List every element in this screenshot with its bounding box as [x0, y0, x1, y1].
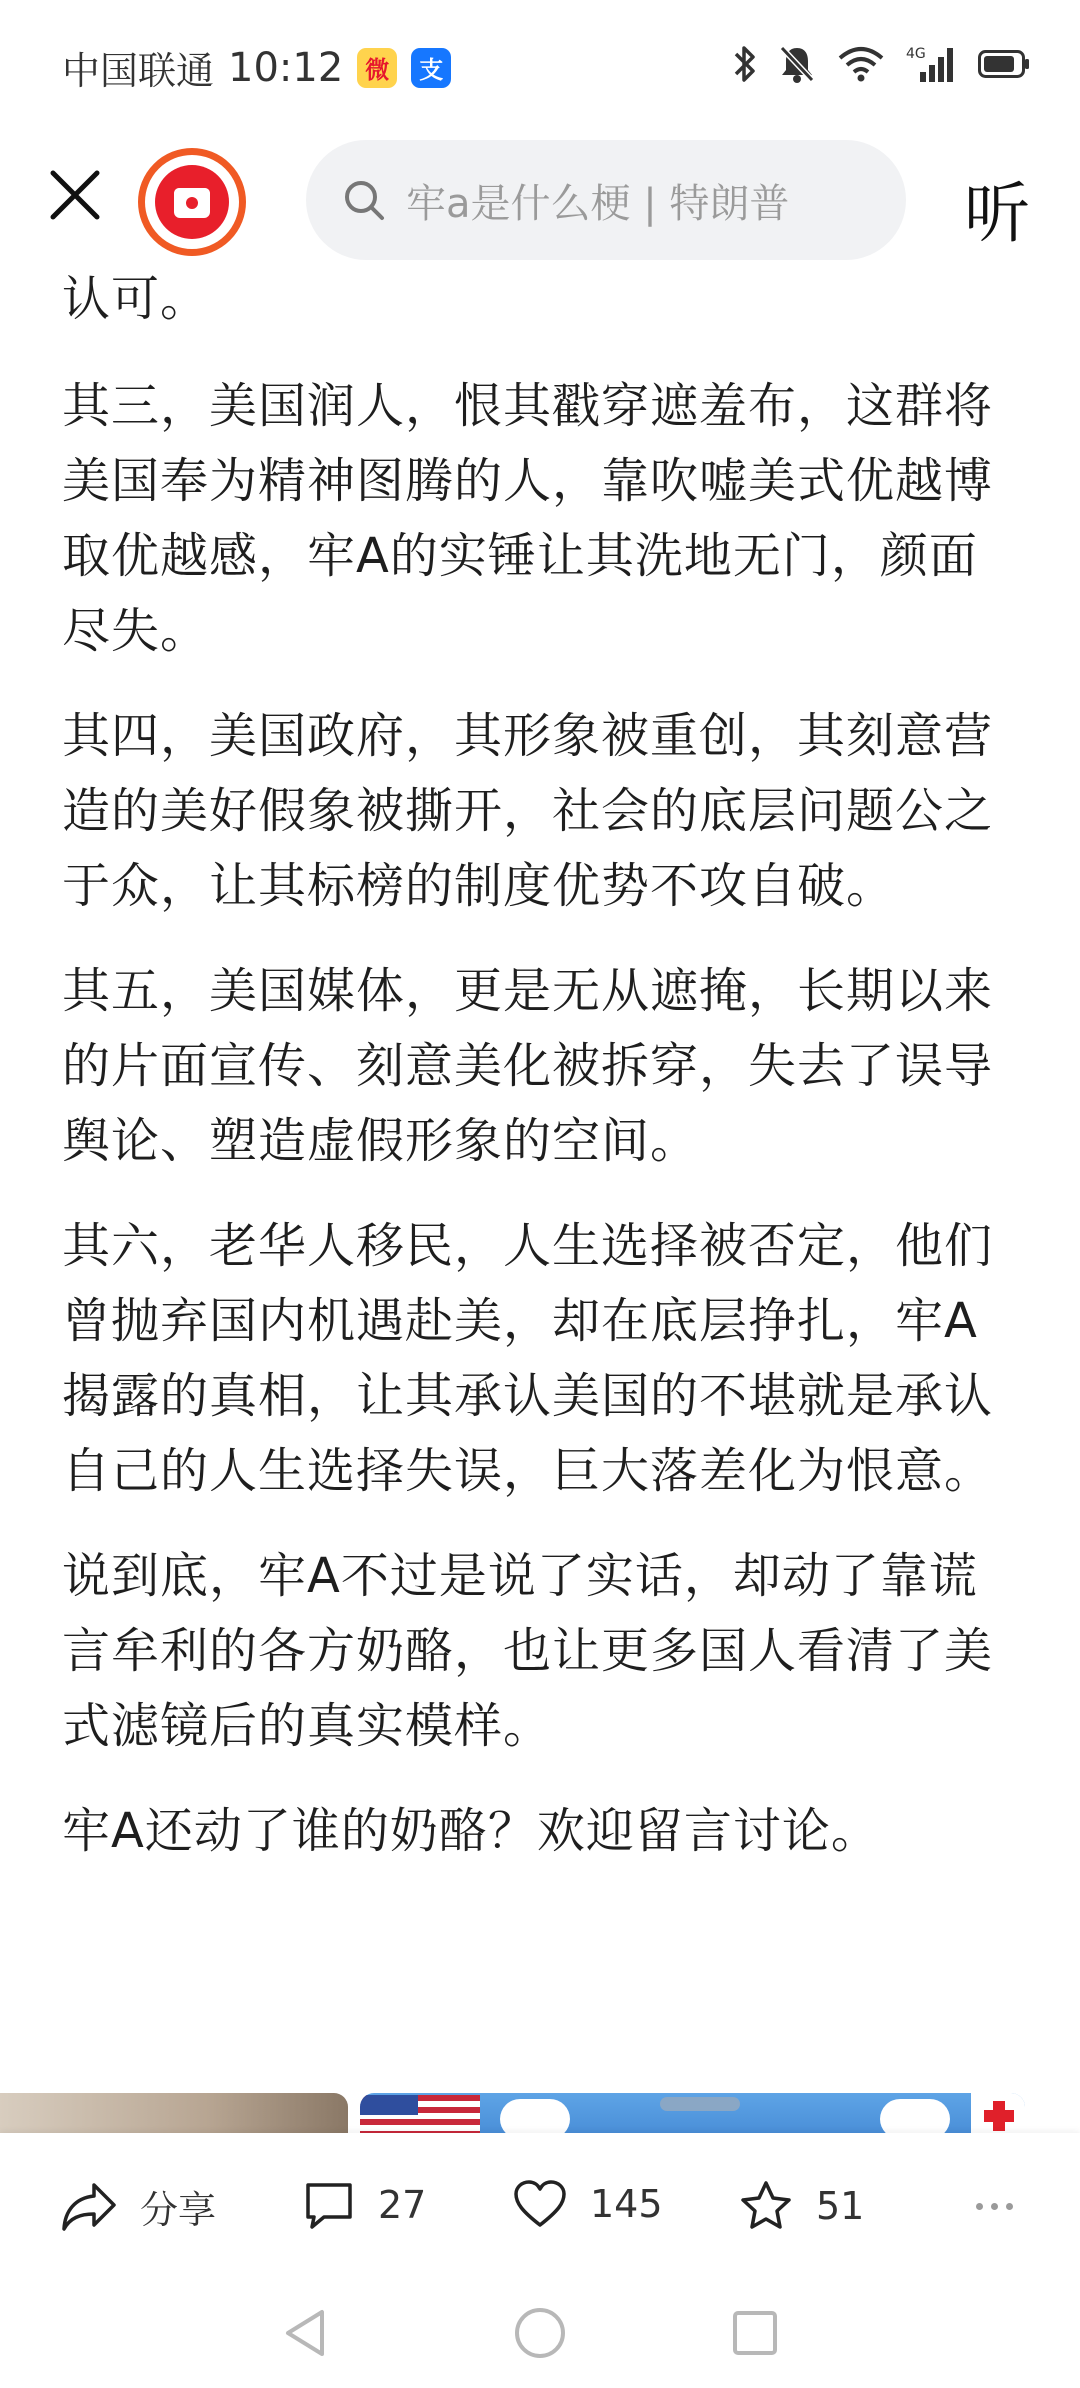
close-icon: [45, 165, 105, 225]
more-options-icon[interactable]: [976, 2203, 1013, 2210]
article-body: [62, 262, 1022, 1899]
heart-icon: [512, 2179, 568, 2229]
comment-count: 27: [378, 2183, 427, 2227]
clock: 10:12: [228, 44, 344, 91]
mute-bell-icon: [778, 44, 816, 84]
favorite-count: 51: [816, 2184, 865, 2228]
top-header: [0, 130, 1080, 270]
nav-home-button[interactable]: [505, 2298, 575, 2368]
avatar-logo-icon: [155, 165, 229, 239]
red-cross-icon: [971, 2093, 1025, 2133]
back-triangle-icon: [280, 2306, 330, 2360]
listen-button[interactable]: 听: [964, 175, 1030, 252]
nav-back-button[interactable]: [270, 2298, 340, 2368]
carrier-name: 中国联通: [62, 49, 215, 93]
search-bar[interactable]: [306, 140, 906, 260]
article-image-left[interactable]: [0, 2093, 348, 2133]
image-strip: [0, 2093, 1080, 2133]
favorite-button[interactable]: [738, 2179, 864, 2233]
article-paragraph: 其四，美国政府，其形象被重创，其刻意营造的美好假象被撕开，社会的底层问题公之于众，让其标榜的制度优势不攻自破。: [62, 708, 994, 914]
bluetooth-icon: [734, 44, 756, 84]
comment-button[interactable]: [302, 2179, 426, 2231]
share-icon: [60, 2181, 118, 2233]
article-paragraph: 认可。: [62, 271, 210, 327]
status-bar: [0, 0, 1080, 130]
comment-icon: [302, 2179, 356, 2231]
recents-square-icon: [730, 2308, 780, 2358]
svg-text:4G: 4G: [906, 46, 926, 62]
article-image-right[interactable]: [360, 2093, 1025, 2133]
article-paragraph: 其五，美国媒体，更是无从遮掩，长期以来的片面宣传、刻意美化被拆穿，失去了误导舆论、塑造虚假形象的空间。: [62, 963, 994, 1169]
article-paragraph: 说到底，牢A不过是说了实话，却动了靠谎言牟利的各方奶酪，也让更多国人看清了美式滤镜后的真实模样。: [62, 1548, 994, 1754]
article-paragraph: 其三，美国润人，恨其戳穿遮羞布，这群将美国奉为精神图腾的人，靠吹嘘美式优越博取优越感，牢A的实锤让其洗地无门，颜面尽失。: [62, 378, 994, 659]
search-icon: [342, 178, 386, 222]
article-paragraph: 牢A还动了谁的奶酪？欢迎留言讨论。: [62, 1803, 880, 1859]
cloud-shape: [500, 2099, 570, 2133]
search-placeholder: 牢a是什么梗 | 特朗普: [406, 180, 790, 227]
home-circle-icon: [512, 2305, 568, 2361]
cloud-shape: [880, 2099, 950, 2133]
share-label: 分享: [140, 2188, 217, 2232]
status-left: [62, 40, 451, 95]
tower-shape: [660, 2097, 740, 2111]
system-nav-bar: [0, 2283, 1080, 2388]
battery-icon: [978, 50, 1030, 78]
nav-recents-button[interactable]: [720, 2298, 790, 2368]
us-flag-image: [360, 2095, 480, 2133]
weibo-notification-icon: 微: [357, 48, 397, 88]
like-count: 145: [590, 2182, 663, 2226]
alipay-notification-icon: 支: [411, 48, 451, 88]
cellular-signal-icon: [906, 44, 956, 84]
article-paragraph: 其六，老华人移民，人生选择被否定，他们曾抛弃国内机遇赴美，却在底层挣扎，牢A揭露的真相，让其承认美国的不堪就是承认自己的人生选择失误，巨大落差化为恨意。: [62, 1218, 994, 1499]
status-right: [734, 44, 1030, 84]
close-button[interactable]: [40, 160, 110, 230]
bottom-action-bar: [0, 2133, 1080, 2283]
author-avatar[interactable]: [138, 148, 246, 256]
like-button[interactable]: [512, 2179, 663, 2229]
wifi-icon: [838, 46, 884, 82]
star-icon: [738, 2179, 794, 2233]
share-button[interactable]: [60, 2179, 216, 2234]
